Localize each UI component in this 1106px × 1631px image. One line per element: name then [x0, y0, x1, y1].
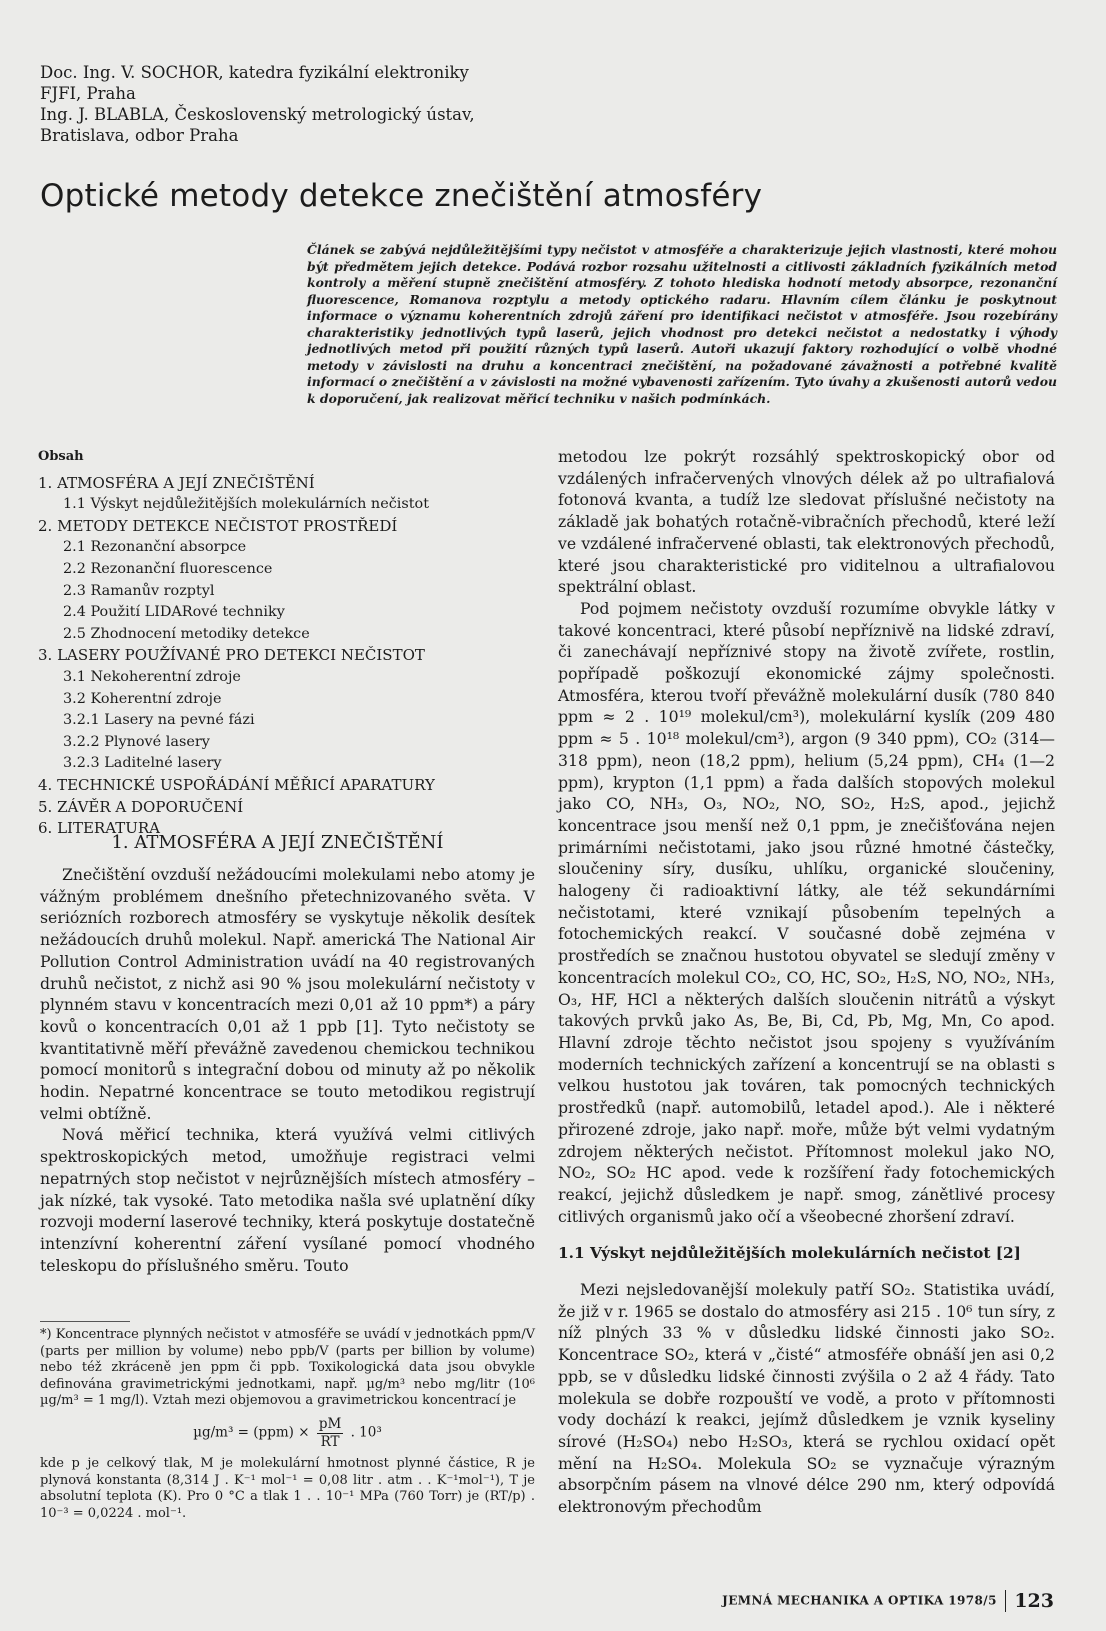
- page-number: 123: [1014, 1590, 1054, 1612]
- toc-subitem: 3.2.1 Lasery na pevné fázi: [63, 712, 255, 729]
- toc-item: 3. LASERY POUŽÍVANÉ PRO DETEKCI NEČISTOT: [38, 646, 425, 665]
- paragraph: metodou lze pokrýt rozsáhlý spektroskopický obor od vzdálených infračervených vlnových délek až po ultrafialová fotonová kvanta, a tudíž lze sledovat příslušné nečistoty na základě jak bohatých rotačně-vibračních přechodů, které leží ve vzdálené infračervené oblasti, tak elektronových přechodů, které jsou charakteristické pro viditelnou a ultrafialovou spektrální oblast.: [558, 447, 1055, 597]
- page-footer: [722, 1590, 1054, 1612]
- toc-subitem: 3.2 Koherentní zdroje: [63, 690, 222, 707]
- formula-numerator: pM: [318, 1415, 342, 1432]
- toc-subitem: 3.2.3 Laditelné lasery: [63, 755, 222, 772]
- author-line: FJFI, Praha: [40, 84, 136, 103]
- left-column: [40, 864, 535, 1276]
- paragraph: Znečištění ovzduší nežádoucími molekulami nebo atomy je vážným problémem dnešního přetechnizovaného světa. V seriózních rozborech atmosféry se vyskytuje několik desítek nežádoucích druhů molekul. Např. americká The National Air Pollution Control Administration uvádí na 40 registrovaných druhů nečistot, z nichž asi 90 % jsou molekulární nečistoty v plynném stavu v koncentracích mezi 0,01 až 10 ppm*) a páry kovů o koncentracích 0,01 až 1 ppb [1]. Tyto nečistoty se kvantitativně měří převážně zavedenou chemickou technikou pomocí monitorů s integrační dobou od minuty až po několik hodin. Nepatrné koncentrace se touto metodikou registrují velmi obtížně.: [40, 865, 535, 1123]
- paragraph: Mezi nejsledovanější molekuly patří SO₂. Statistika uvádí, že již v r. 1965 se dostalo do atmosféry asi 215 . 10⁶ tun síry, z níž plných 33 % v důsledku lidské činnosti jako SO₂. Koncentrace SO₂, která v „čisté“ atmosféře obnáší jen asi 0,2 ppb, se v důsledku lidské činnosti zvýšila o 2 až 4 řády. Tato molekula se dobře rozpouští ve vodě, a proto v přítomnosti vody dochází k reakci, jejímž důsledkem je vznik kyseliny sírové (H₂SO₄) nebo H₂SO₃, která se rychlou oxidací opět mění na H₂SO₄. Molekula SO₂ se vyznačuje výrazným absorpčním pásem na vlnové délce 290 nm, který odpovídá elektronovým přechodům: [558, 1280, 1055, 1517]
- toc-subitem: 2.4 Použití LIDARové techniky: [63, 604, 285, 621]
- toc-subitem: 2.2 Rezonanční fluorescence: [63, 560, 273, 577]
- toc-subitem: 2.5 Zhodnocení metodiky detekce: [63, 625, 310, 642]
- toc-subitem: 3.2.2 Plynové lasery: [63, 733, 210, 750]
- journal-name: JEMNÁ MECHANIKA A OPTIKA 1978/5: [722, 1593, 997, 1608]
- toc-item: 5. ZÁVĚR A DOPORUČENÍ: [38, 797, 244, 816]
- footer-divider: [1005, 1590, 1007, 1612]
- toc-subitem: 2.1 Rezonanční absorpce: [63, 539, 247, 556]
- toc-subitem: 1.1 Výskyt nejdůležitějších molekulárních nečistot: [63, 496, 429, 513]
- author-line: Bratislava, odbor Praha: [40, 126, 239, 145]
- toc-item: 6. LITERATURA: [38, 819, 160, 838]
- toc-heading: Obsah: [38, 449, 84, 464]
- paragraph: Nová měřicí technika, která využívá velmi citlivých spektroskopických metod, umožňuje registraci velmi nepatrných stop nečistot v nejrůznějších místech atmosféry – jak nízké, tak vysoké. Tato metodika našla své uplatnění díky rozvoji moderní laserové techniky, která poskytuje dostatečně intenzívní koherentní záření vysílané pomocí vhodného teleskopu do příslušného směru. Touto: [40, 1125, 535, 1275]
- paragraph: Pod pojmem nečistoty ovzduší rozumíme obvykle látky v takové koncentraci, které působí nepříznivě na lidské zdraví, či zanechávají nepříznivé stopy na životě zvířete, rostlin, popřípadě poškozují ekonomické zájmy společnosti. Atmosféra, kterou tvoří převážně molekulární dusík (780 840 ppm ≈ 2 . 10¹⁹ molekul/cm³), molekulární kyslík (209 480 ppm ≈ 5 . 10¹⁸ molekul/cm³), argon (9 340 ppm), CO₂ (314—318 ppm), neon (18,2 ppm), helium (5,24 ppm), CH₄ (1—2 ppm), krypton (1,1 ppm) a řada dalších stopových molekul jako CO, NH₃, O₃, NO₂, NO, SO₂, H₂S, apod., jejichž koncentrace jsou menší než 0,1 ppm, je znečišťována nejen primárními nečistotami, jako jsou různé hmotné částečky, sloučeniny síry, dusíku, uhlíku, organické sloučeniny, halogeny či radioaktivní látky, ale též sekundárními nečistotami, které vznikají působením tepelných a fotochemických reakcí. V současné době zejména v prostředích se značnou hustotou obyvatel se sledují změny v koncentracích molekul CO₂, CO, HC, SO₂, H₂S, NO, NO₂, NH₃, O₃, HF, HCl a některých dalších sloučenin nitrátů a výskyt takových prvků jako As, Be, Bi, Cd, Pb, Mg, Mn, Co apod. Hlavní zdroje těchto nečistot jsou spojeny s využíváním moderních technických zařízení a koncentrují se na oblasti s velkou hustotou jak továren, tak pomocných technických prostředků (např. automobilů, letadel apod.). Ale i některé přirozené zdroje, jako např. moře, může být velmi vydatným zdrojem některých nečistot. Přítomnost molekul jako NO, NO₂, SO₂ HC apod. vede k rozšíření řady fotochemických reakcí, jejichž důsledkem je např. smog, zánětlivé procesy citlivých organismů jako očí a všeobecné zhoršení zdraví.: [558, 598, 1055, 1226]
- author-line: Doc. Ing. V. SOCHOR, katedra fyzikální elektroniky: [40, 63, 469, 82]
- toc-item: 2. METODY DETEKCE NEČISTOT PROSTŘEDÍ: [38, 516, 398, 535]
- footnote-text: *) Koncentrace plynných nečistot v atmosféře se uvádí v jednotkách ppm/V (parts per million by volume) nebo ppb/V (parts per billion by volume) nebo též zkráceně jen ppm či ppb. Toxikologická data jsou obvykle definována gravimetrickými jednotkami, např. µg/m³ nebo mg/litr (10⁶ µg/m³ = 1 mg/l). Vztah mezi objemovou a gravimetrickou koncentrací je: [40, 1327, 535, 1409]
- subsection-heading: 1.1 Výskyt nejdůležitějších molekulárních nečistot [2]: [558, 1244, 1021, 1263]
- author-block: [40, 62, 540, 146]
- toc-subitem: 3.1 Nekoherentní zdroje: [63, 668, 241, 685]
- formula: [40, 1416, 535, 1450]
- author-line: Ing. J. BLABLA, Československý metrologický ústav,: [40, 105, 475, 124]
- toc-item: 4. TECHNICKÉ USPOŘÁDÁNÍ MĚŘICÍ APARATURY: [38, 775, 435, 794]
- table-of-contents: [38, 446, 508, 840]
- toc-subitem: 2.3 Ramanův rozptyl: [63, 582, 215, 599]
- formula-fraction: [317, 1416, 343, 1450]
- toc-item: 1. ATMOSFÉRA A JEJÍ ZNEČIŠTĚNÍ: [38, 473, 315, 492]
- right-column: [558, 446, 1055, 1518]
- formula-denominator: RT: [320, 1433, 340, 1450]
- footnote-divider: [40, 1321, 130, 1322]
- abstract: Článek se zabývá nejdůležitějšími typy nečistot v atmosféře a charakterizuje jejich vlastnosti, které mohou být předmětem jejich detekce. Podává rozbor rozsahu užitelnosti a citlivosti základních fyzikálních metod kontroly a měření stupně znečištění atmosféry. Z tohoto hlediska hodnotí metody absorpce, rezonanční fluorescence, Romanova rozptylu a metody optického radaru. Hlavním cílem článku je poskytnout informace o významu koherentních zdrojů záření pro identifikaci nečistot v atmosféře. Jsou rozebírány charakteristiky jednotlivých typů laserů, jejich vhodnost pro detekci nečistot a nedostatky i výhody jednotlivých metod při použití různých typů laserů. Autoři ukazují faktory rozhodující o volbě vhodné metody v závislosti na druhu a koncentraci znečištění, na požadované závažnosti a potřebné kvalitě informací o znečištění a v závislosti na možné vybavenosti zařízením. Tyto úvahy a zkušenosti autorů vedou k doporučení, jak realizovat měřicí techniku v našich podmínkách.: [307, 242, 1057, 406]
- section-heading: 1. ATMOSFÉRA A JEJÍ ZNEČIŠTĚNÍ: [111, 832, 444, 853]
- footnote-text: kde p je celkový tlak, M je molekulární hmotnost plynné částice, R je plynová konstanta (8,314 J . K⁻¹ mol⁻¹ = 0,08 litr . atm . . K⁻¹mol⁻¹), T je absolutní teplota (K). Pro 0 °C a tlak 1 . . 10⁻¹ MPa (760 Torr) je (RT/p) . 10⁻³ = 0,0224 . mol⁻¹.: [40, 1456, 535, 1521]
- article-title: Optické metody detekce znečištění atmosféry: [40, 178, 763, 214]
- footnote: [40, 1327, 535, 1523]
- formula-right: . 10³: [350, 1424, 382, 1441]
- formula-left: µg/m³ = (ppm) ×: [193, 1424, 310, 1441]
